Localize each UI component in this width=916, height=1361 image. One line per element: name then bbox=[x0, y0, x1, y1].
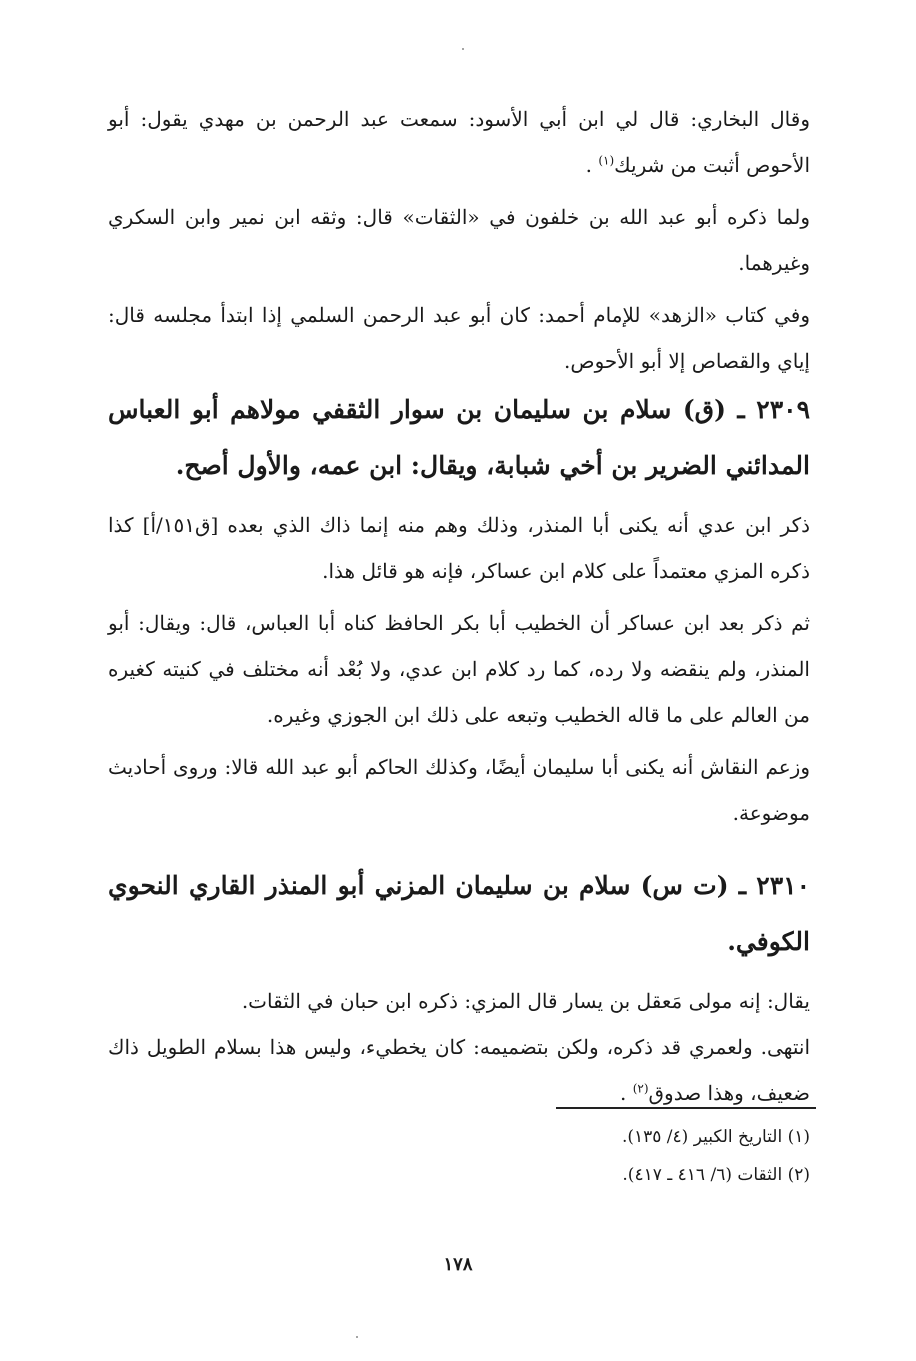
paragraph-tail: . bbox=[585, 153, 599, 177]
entry-2309-heading: ٢٣٠٩ ـ (ق) سلام بن سليمان بن سوار الثقفي مولاهم أبو العباس المدائني الضرير بن أخي شبابة، ويقال: ابن عمه، والأول أصح. bbox=[108, 395, 810, 480]
footnote-separator bbox=[556, 1107, 816, 1109]
entry-2310 bbox=[108, 858, 810, 1116]
paragraph-tail: . bbox=[619, 1081, 633, 1105]
entry-2309-paragraph-2: ثم ذكر بعد ابن عساكر أن الخطيب أبا بكر الحافظ كناه أبا العباس، قال: ويقال: أبو المنذر، ولم ينقضه ولا رده، كما رد كلام ابن عدي، ولا بُعْد أنه مختلف في كنيته كغيره من العالم على ما قاله الخطيب وتبعه على ذلك ابن الجوزي وغيره. bbox=[108, 611, 810, 727]
paragraph-text: انتهى. ولعمري قد ذكره، ولكن بتضميمه: كان يخطيء، وليس هذا بسلام الطويل ذاك ضعيف، وهذا صدوق bbox=[108, 1035, 810, 1105]
paragraph-zuhd: وفي كتاب «الزهد» للإمام أحمد: كان أبو عبد الرحمن السلمي إذا ابتدأ مجلسه قال: إياي والقصاص إلا أبو الأحوص. bbox=[108, 303, 810, 373]
scan-speck bbox=[462, 48, 464, 50]
page-number: ١٧٨ bbox=[443, 1254, 473, 1275]
entry-2310-paragraph-2 bbox=[108, 1024, 810, 1116]
footnotes bbox=[300, 1118, 810, 1194]
footnote-ref-1[interactable]: (١) bbox=[598, 153, 615, 168]
footnote-1: (١) التاريخ الكبير (٤/ ١٣٥). bbox=[621, 1127, 810, 1147]
scan-speck bbox=[356, 1336, 358, 1338]
entry-2310-paragraph-1: يقال: إنه مولى مَعقل بن يسار قال المزي: ذكره ابن حبان في الثقات. bbox=[241, 989, 810, 1013]
paragraph-text: وقال البخاري: قال لي ابن أبي الأسود: سمعت عبد الرحمن بن مهدي يقول: أبو الأحوص أثبت من شريك bbox=[108, 107, 810, 177]
footnote-ref-2[interactable]: (٢) bbox=[632, 1081, 649, 1096]
footnote-2: (٢) الثقات (٦/ ٤١٦ ـ ٤١٧). bbox=[622, 1165, 810, 1185]
entry-2310-heading: ٢٣١٠ ـ (ت س) سلام بن سليمان المزني أبو المنذر القاري النحوي الكوفي. bbox=[108, 871, 810, 956]
intro-paragraphs bbox=[108, 96, 810, 384]
paragraph-ibn-khalfun: ولما ذكره أبو عبد الله بن خلفون في «الثقات» قال: وثقه ابن نمير وابن السكري وغيرهما. bbox=[108, 205, 810, 275]
paragraph-bukhari bbox=[108, 96, 810, 188]
entry-2309-paragraph-3: وزعم النقاش أنه يكنى أبا سليمان أيضًا، وكذلك الحاكم أبو عبد الله قالا: وروى أحاديث موضوعة. bbox=[108, 755, 810, 825]
entry-2309-paragraph-1: ذكر ابن عدي أنه يكنى أبا المنذر، وذلك وهم منه إنما ذاك الذي بعده [ق١٥١/أ] كذا ذكره المزي معتمداً على كلام ابن عساكر، فإنه هو قائل هذا. bbox=[108, 513, 811, 583]
entry-2309 bbox=[108, 382, 810, 836]
